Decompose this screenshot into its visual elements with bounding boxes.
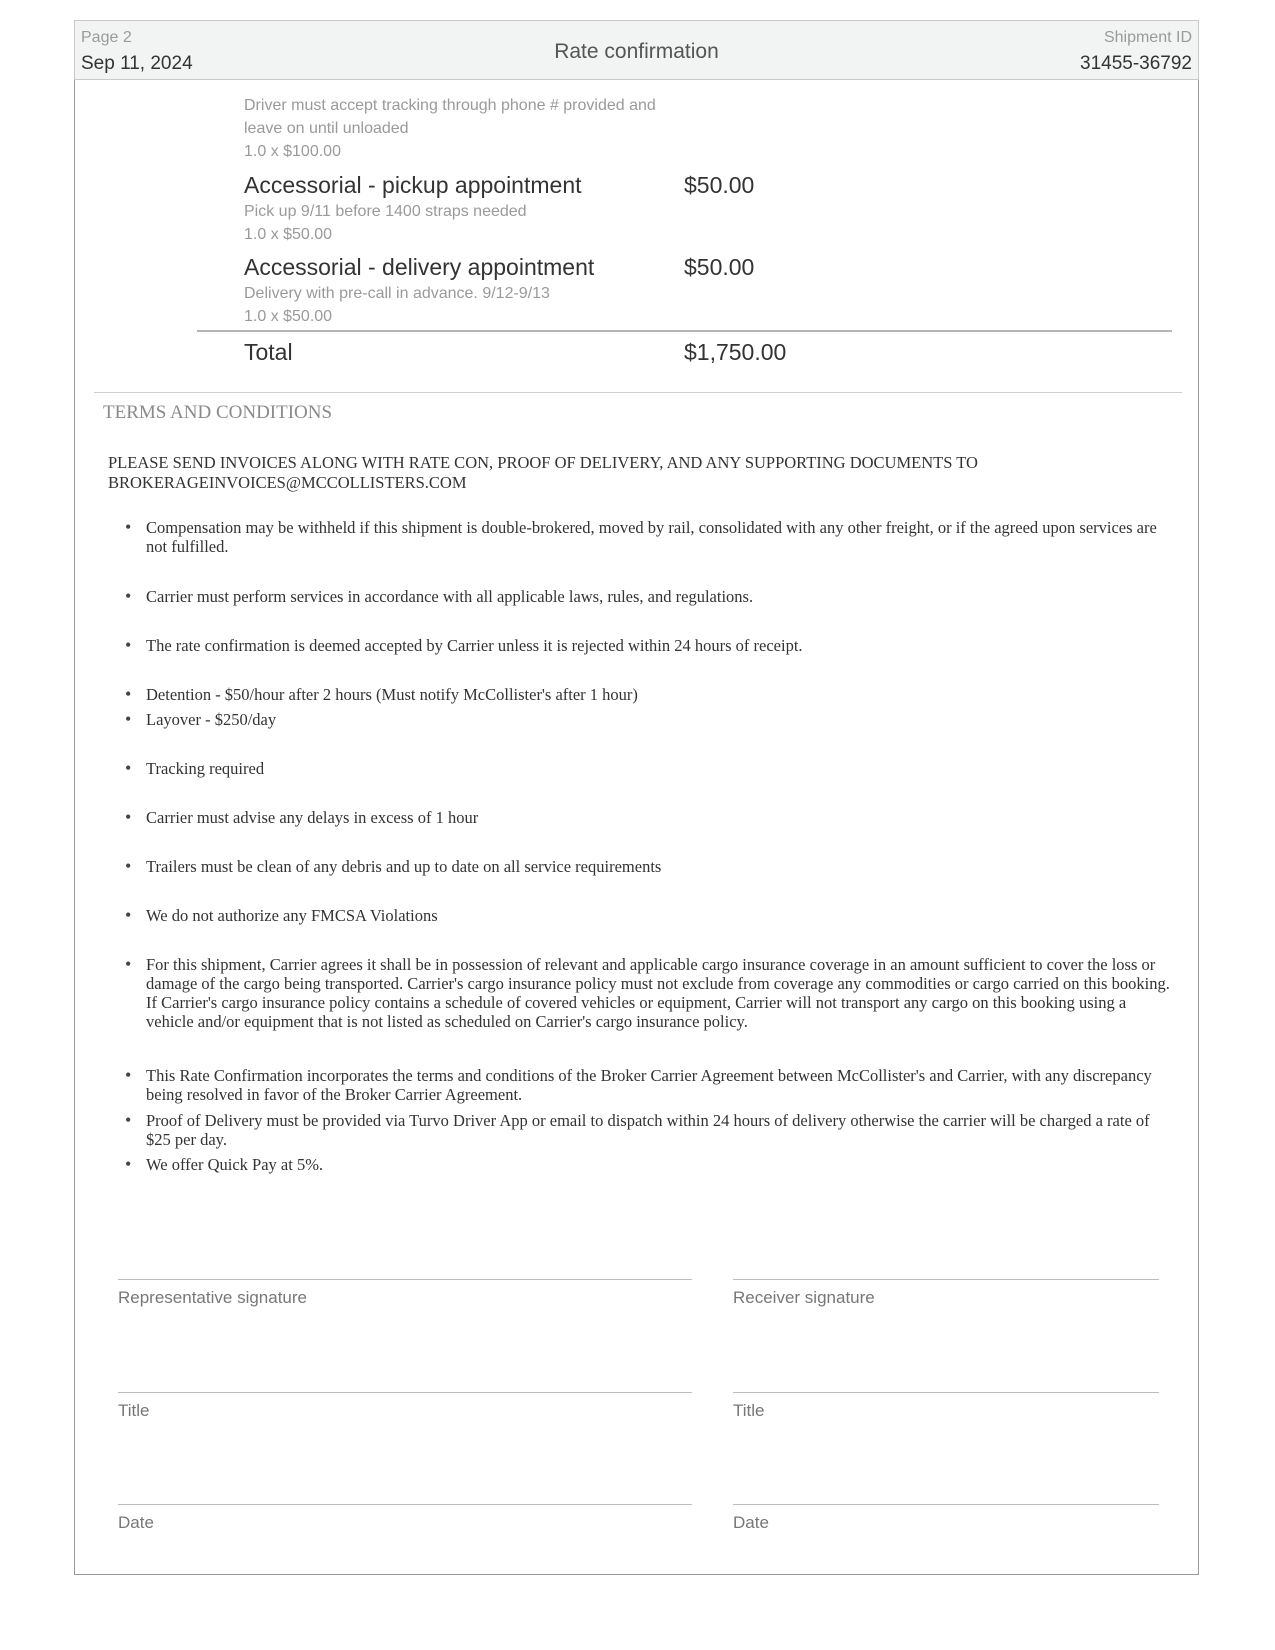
rep-date-line[interactable]	[118, 1504, 692, 1505]
terms-heading: TERMS AND CONDITIONS	[103, 402, 333, 423]
terms-bullet: • Carrier must advise any delays in excess of 1 hour	[125, 807, 479, 827]
line-item-desc: Delivery with pre-call in advance. 9/12-9/13	[244, 285, 550, 302]
terms-bullet: • Compensation may be withheld if this shipment is double-brokered, moved by rail, consolidated with any other freight, or if the agreed upon services are not fulfilled.	[125, 517, 1157, 556]
bullet-icon: •	[125, 905, 132, 925]
shipment-id: 31455-36792	[1080, 53, 1192, 74]
bullet-icon: •	[125, 635, 132, 655]
total-amount: $1,750.00	[684, 339, 787, 365]
line-item-name: Accessorial - delivery appointment	[244, 254, 595, 280]
receiver-title-line[interactable]	[733, 1392, 1159, 1393]
shipment-id-label: Shipment ID	[1103, 29, 1192, 46]
terms-bullet: • Trailers must be clean of any debris and up to date on all service requirements	[125, 856, 662, 876]
rep-title-label: Title	[118, 1401, 150, 1420]
terms-bullet: • This Rate Confirmation incorporates the terms and conditions of the Broker Carrier Agreement between McCollister's and Carrier, with any discrepancy being resolved in favor of the Broker Carrier Agreement.	[125, 1065, 1152, 1104]
receiver-signature-label: Receiver signature	[733, 1288, 875, 1307]
bullet-icon: •	[125, 1154, 132, 1174]
line-item-amount: $50.00	[684, 172, 755, 198]
terms-bullet: • For this shipment, Carrier agrees it shall be in possession of relevant and applicable cargo insurance coverage in an amount sufficient to cover the loss or damage of the cargo being transported. Carrier's cargo insurance policy must not exclude from coverage any commodities or cargo carried on this booking. If Carrier's cargo insurance policy contains a schedule of covered vehicles or equipment, Carrier will not transport any cargo on this booking using a vehicle and/or equipment that is not listed as scheduled on Carrier's cargo insurance policy.	[125, 954, 1170, 1031]
line-item-name: Accessorial - pickup appointment	[244, 172, 582, 198]
bullet-icon: •	[125, 1065, 132, 1085]
terms-bullet: • We do not authorize any FMCSA Violations	[125, 905, 438, 925]
terms-bullet: • We offer Quick Pay at 5%.	[125, 1154, 324, 1174]
terms-bullet: • Carrier must perform services in accordance with all applicable laws, rules, and regulations.	[125, 586, 754, 606]
line-item-amount: $50.00	[684, 254, 755, 280]
rep-date-label: Date	[118, 1513, 154, 1532]
document-header	[74, 20, 1199, 80]
bullet-icon: •	[125, 807, 132, 827]
line-item-qty: 1.0 x $50.00	[244, 308, 333, 325]
line-item-qty: 1.0 x $50.00	[244, 226, 333, 243]
document-title: Rate confirmation	[554, 40, 719, 63]
document-date: Sep 11, 2024	[81, 53, 193, 74]
rep-signature-label: Representative signature	[118, 1288, 308, 1307]
terms-intro-email: BROKERAGEINVOICES@MCCOLLISTERS.COM	[108, 473, 467, 492]
receiver-title-label: Title	[733, 1401, 765, 1420]
bullet-icon: •	[125, 684, 132, 704]
receiver-date-line[interactable]	[733, 1504, 1159, 1505]
terms-bullet: • Proof of Delivery must be provided via Turvo Driver App or email to dispatch within 24 hours of delivery otherwise the carrier will be charged a rate of $25 per day.	[125, 1110, 1150, 1149]
bullet-icon: •	[125, 586, 132, 606]
bullet-icon: •	[125, 954, 132, 974]
bullet-icon: •	[125, 517, 132, 537]
page-frame	[74, 20, 1199, 1575]
bullet-icon: •	[125, 1110, 132, 1130]
terms-bullet: • Detention - $50/hour after 2 hours (Must notify McCollister's after 1 hour)	[125, 684, 638, 704]
terms-intro	[108, 453, 1188, 493]
rep-title-line[interactable]	[118, 1392, 692, 1393]
line-item-desc: leave on until unloaded	[244, 120, 409, 137]
total-label: Total	[244, 339, 293, 365]
terms-intro-line: PLEASE SEND INVOICES ALONG WITH RATE CON, PROOF OF DELIVERY, AND ANY SUPPORTING DOCUMENTS TO	[108, 453, 978, 472]
section-divider	[94, 392, 1182, 393]
terms-bullet: • The rate confirmation is deemed accepted by Carrier unless it is rejected within 24 hours of receipt.	[125, 635, 803, 655]
page-number: Page 2	[81, 29, 132, 46]
terms-bullet: • Layover - $250/day	[125, 709, 277, 729]
terms-bullet: • Tracking required	[125, 758, 265, 778]
receiver-date-label: Date	[733, 1513, 769, 1532]
receiver-signature-line[interactable]	[733, 1279, 1159, 1280]
line-item-qty: 1.0 x $100.00	[244, 143, 341, 160]
bullet-icon: •	[125, 709, 132, 729]
rep-signature-line[interactable]	[118, 1279, 692, 1280]
bullet-icon: •	[125, 856, 132, 876]
line-item-desc: Driver must accept tracking through phone # provided and	[244, 97, 656, 114]
line-item-desc: Pick up 9/11 before 1400 straps needed	[244, 203, 527, 220]
bullet-icon: •	[125, 758, 132, 778]
total-divider	[197, 330, 1172, 332]
